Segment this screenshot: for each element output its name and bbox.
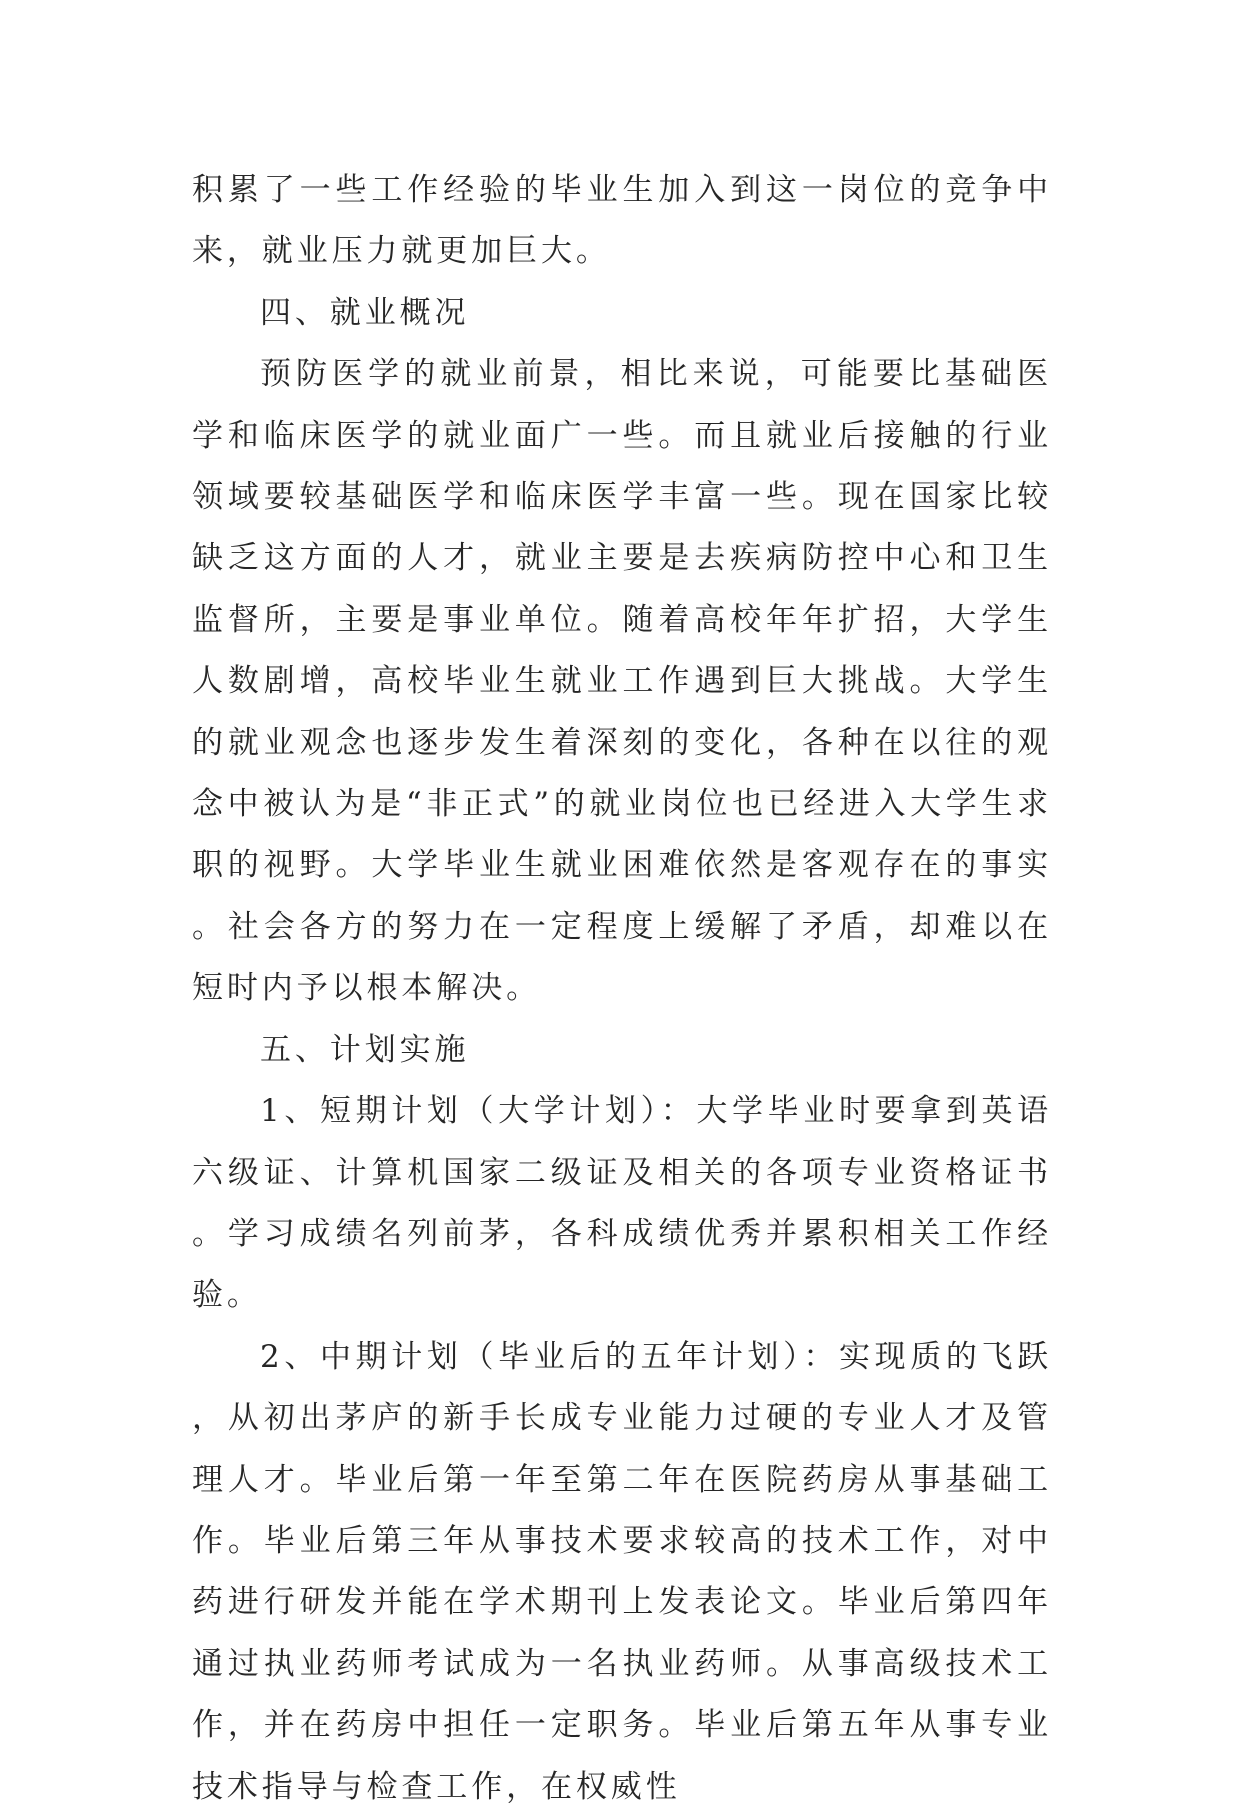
paragraph-mid-term-plan: 2、中期计划（毕业后的五年计划）：实现质的飞跃，从初出茅庐的新手长成专业能力过硬的专业人才及管理人才。毕业后第一年至第二年在医院药房从事基础工作。毕业后第三年从事技术要求较高的技术工作，对中药进行研发并能在学术期刊上发表论文。毕业后第四年通过执业药师考试成为一名执业药师。从事高级技术工作，并在药房中担任一定职务。毕业后第五年从事专业技术指导与检查工作，在权威性 (192, 1338, 1052, 1805)
continuation-paragraph: 积累了一些工作经验的毕业生加入到这一岗位的竞争中来，就业压力就更加巨大。 (192, 172, 1052, 270)
section-heading-employment-overview: 四、就业概况 (260, 294, 470, 331)
paragraph-employment-prospects: 预防医学的就业前景，相比来说，可能要比基础医学和临床医学的就业面广一些。而且就业后接触的行业领域要较基础医学和临床医学丰富一些。现在国家比较缺乏这方面的人才，就业主要是去疾病防控中心和卫生监督所，主要是事业单位。随着高校年年扩招，大学生人数剧增，高校毕业生就业工作遇到巨大挑战。大学生的就业观念也逐步发生着深刻的变化，各种在以往的观念中被认为是“非正式”的就业岗位也已经进入大学生求职的视野。大学毕业生就业困难依然是客观存在的事实。社会各方的努力在一定程度上缓解了矛盾，却难以在短时内予以根本解决。 (192, 356, 1052, 1007)
section-heading-plan-implementation: 五、计划实施 (260, 1031, 470, 1068)
document-body (192, 160, 1052, 1818)
paragraph-short-term-plan: 1、短期计划（大学计划）：大学毕业时要拿到英语六级证、计算机国家二级证及相关的各项专业资格证书。学习成绩名列前茅，各科成绩优秀并累积相关工作经验。 (192, 1093, 1052, 1314)
